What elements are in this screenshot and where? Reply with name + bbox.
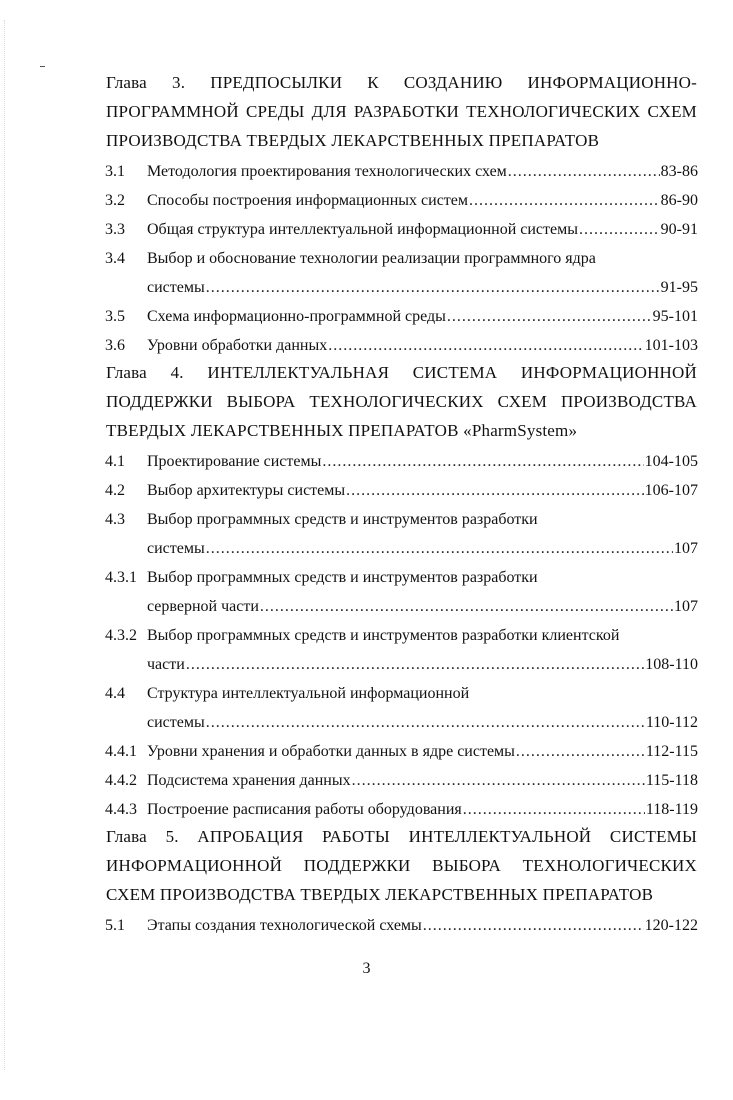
toc-entry-title-cont: системы	[147, 540, 205, 557]
toc-entry	[105, 796, 698, 824]
chapter-heading-line: ТВЕРДЫХ ЛЕКАРСТВЕННЫХ ПРЕПАРАТОВ «PharmSystem»	[106, 421, 578, 440]
dot-leader	[206, 274, 660, 302]
toc-entry-pages: 86-90	[660, 192, 698, 209]
chapter-heading-line: Глава 5. АПРОБАЦИЯ РАБОТЫ ИНТЕЛЛЕКТУАЛЬНОЙ СИСТЕМЫ	[106, 827, 697, 846]
dot-leader	[423, 912, 644, 940]
toc-entry-number: 4.3.2	[105, 627, 137, 644]
toc-entry-pages: 95-101	[652, 308, 698, 325]
toc-entry-pages: 104-105	[644, 453, 698, 470]
toc-entry	[105, 506, 698, 534]
dot-leader	[516, 738, 645, 766]
toc-entry	[105, 303, 698, 331]
chapter-heading-line: Глава 3. ПРЕДПОСЫЛКИ К СОЗДАНИЮ ИНФОРМАЦИОННО-	[106, 73, 697, 92]
toc-entry	[105, 216, 698, 244]
dot-leader	[186, 651, 644, 679]
toc-entry-pages: 118-119	[645, 801, 698, 818]
toc-entry-number: 4.3.1	[105, 569, 137, 586]
toc-entry-number: 3.3	[105, 221, 125, 238]
toc-entry	[105, 564, 698, 592]
toc-entry-continuation	[105, 651, 698, 679]
toc-entry-title: Выбор программных средств и инструментов разработки	[147, 569, 538, 586]
dot-leader	[328, 332, 643, 360]
toc-entry	[105, 738, 698, 766]
toc-entry-pages: 110-112	[645, 714, 698, 731]
toc-entry-number: 3.2	[105, 192, 125, 209]
toc-entry-title-cont: серверной части	[147, 598, 259, 615]
toc-entry-pages: 101-103	[644, 337, 698, 354]
toc-entry-title-cont: системы	[147, 279, 205, 296]
toc-entry-title: Построение расписания работы оборудования	[147, 801, 462, 818]
dot-leader	[322, 448, 643, 476]
toc-entry	[105, 767, 698, 795]
toc-entry-number: 3.5	[105, 308, 125, 325]
toc-entry-pages: 91-95	[660, 279, 698, 296]
toc-entry-pages: 112-115	[645, 743, 698, 760]
dot-leader	[463, 796, 645, 824]
toc-entry-number: 3.1	[105, 163, 125, 180]
toc-entry-title: Методология проектирования технологических схем	[147, 163, 507, 180]
toc-entry	[105, 158, 698, 186]
dot-leader	[579, 216, 660, 244]
toc-entry-pages: 106-107	[644, 482, 698, 499]
chapter-heading-line: ПРОГРАММНОЙ СРЕДЫ ДЛЯ РАЗРАБОТКИ ТЕХНОЛОГИЧЕСКИХ СХЕМ	[106, 102, 697, 121]
toc-entry-pages: 107	[674, 540, 698, 557]
toc-entry-number: 4.4.1	[105, 743, 137, 760]
dot-leader	[206, 709, 645, 737]
toc-entry-number: 3.4	[105, 250, 125, 267]
dot-leader	[508, 158, 660, 186]
toc-entry-title: Структура интеллектуальной информационной	[147, 685, 470, 702]
toc-entry-title: Уровни хранения и обработки данных в ядре системы	[147, 743, 515, 760]
toc-entry-title: Выбор программных средств и инструментов разработки клиентской	[147, 627, 620, 644]
chapter-heading-line: ПОДДЕРЖКИ ВЫБОРА ТЕХНОЛОГИЧЕСКИХ СХЕМ ПРОИЗВОДСТВА	[106, 392, 697, 411]
toc-entry-number: 4.4.2	[105, 772, 137, 789]
toc-entry-pages: 107	[674, 598, 698, 615]
toc-entry-continuation	[105, 709, 698, 737]
toc-entry	[105, 187, 698, 215]
toc-entry-pages: 90-91	[660, 221, 698, 238]
toc-entry-number: 3.6	[105, 337, 125, 354]
toc-entry	[105, 332, 698, 360]
toc-entry-title: Схема информационно-программной среды	[147, 308, 446, 325]
toc-entry-continuation	[105, 535, 698, 563]
dot-leader	[346, 477, 644, 505]
toc-entry	[105, 448, 698, 476]
toc-entry-number: 5.1	[105, 917, 125, 934]
toc-entry-title: Проектирование системы	[147, 453, 322, 470]
dot-leader	[447, 303, 652, 331]
page-number: 3	[362, 960, 371, 977]
chapter-heading-line: Глава 4. ИНТЕЛЛЕКТУАЛЬНАЯ СИСТЕМА ИНФОРМАЦИОННОЙ	[106, 363, 697, 382]
toc-entry-title: Выбор и обоснование технологии реализации программного ядра	[147, 250, 596, 267]
toc-entry	[105, 680, 698, 708]
toc-entry-pages: 120-122	[644, 917, 698, 934]
toc-entry-number: 4.3	[105, 511, 125, 528]
toc-entry	[105, 912, 698, 940]
dot-leader	[352, 767, 645, 795]
toc-entry	[105, 477, 698, 505]
toc-entry-title: Выбор программных средств и инструментов разработки	[147, 511, 538, 528]
toc-entry-pages: 115-118	[645, 772, 698, 789]
toc-entry	[105, 245, 698, 273]
toc-entry-title: Подсистема хранения данных	[147, 772, 351, 789]
toc-entry-number: 4.1	[105, 453, 125, 470]
toc-entry-title: Способы построения информационных систем	[147, 192, 469, 209]
dot-leader	[469, 187, 660, 215]
toc-entry-title: Общая структура интеллектуальной информационной системы	[147, 221, 578, 238]
scan-speck	[40, 66, 45, 67]
chapter-heading-line: ИНФОРМАЦИОННОЙ ПОДДЕРЖКИ ВЫБОРА ТЕХНОЛОГИЧЕСКИХ	[106, 856, 697, 875]
toc-entry-title: Уровни обработки данных	[147, 337, 328, 354]
dot-leader	[260, 593, 673, 621]
scan-margin-artifact	[4, 20, 13, 1070]
toc-entry	[105, 622, 698, 650]
toc-entry-number: 4.4	[105, 685, 125, 702]
toc-entry-number: 4.4.3	[105, 801, 137, 818]
chapter-heading-line: ПРОИЗВОДСТВА ТВЕРДЫХ ЛЕКАРСТВЕННЫХ ПРЕПАРАТОВ	[106, 131, 600, 150]
chapter-heading-line: СХЕМ ПРОИЗВОДСТВА ТВЕРДЫХ ЛЕКАРСТВЕННЫХ ПРЕПАРАТОВ	[106, 885, 654, 904]
dot-leader	[206, 535, 673, 563]
toc-entry-title-cont: части	[147, 656, 185, 673]
toc-entry-continuation	[105, 274, 698, 302]
toc-entry-continuation	[105, 593, 698, 621]
toc-entry-pages: 108-110	[645, 656, 698, 673]
toc-entry-title: Выбор архитектуры системы	[147, 482, 346, 499]
toc-entry-title: Этапы создания технологической схемы	[147, 917, 422, 934]
toc-entry-pages: 83-86	[660, 163, 698, 180]
toc-entry-title-cont: системы	[147, 714, 205, 731]
toc-entry-number: 4.2	[105, 482, 125, 499]
